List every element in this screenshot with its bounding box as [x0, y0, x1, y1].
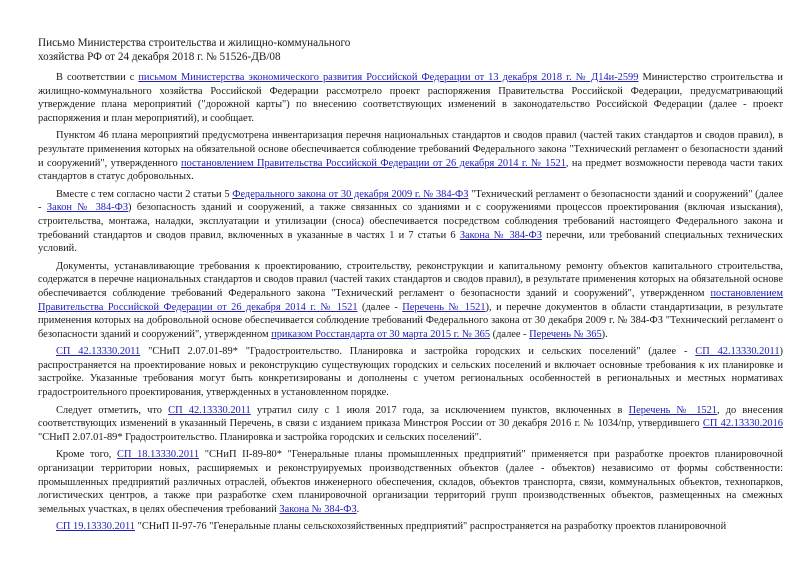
- document-body: [38, 71, 783, 534]
- text-segment: "СНиП 2.07.01-89* Градостроительство. Планировка и застройка городских и сельских поселений".: [38, 431, 482, 443]
- paragraph: [38, 71, 783, 125]
- text-segment: (далее -: [357, 301, 403, 313]
- document-link[interactable]: СП 42.13330.2016: [702, 418, 783, 430]
- title-line-1: Письмо Министерства строительства и жилищно-коммунального: [38, 37, 351, 49]
- paragraph: [38, 345, 783, 399]
- text-segment: ).: [601, 328, 608, 340]
- document-link[interactable]: постановлением Правительства Российской Федерации от 26 декабря 2014 г. № 1521: [38, 287, 783, 313]
- text-segment: Пунктом 46 плана мероприятий предусмотрена инвентаризация перечня национальных стандартов и сводов правил (частей таких стандартов и сводов правил), в результате применения которых на обязательной основе обеспечивается соблюдение требований Федерального закона "Технический регламент о безопасности зданий и сооружений", утвержденного: [38, 130, 783, 169]
- document-link[interactable]: Закона № 384-ФЗ: [459, 229, 542, 241]
- document-link[interactable]: СП 42.13330.2011: [695, 346, 780, 358]
- paragraph: [38, 520, 783, 534]
- text-segment: ) распространяется на проектирование новых и реконструкцию существующих городских и сельских поселений и включает основные требования к их планировке и застройке. Указанные требования могут быть конкретизированы и дополнены с учетом региональных особенностей в региональных и местных нормативах градостроительного проектирования, утвержденных в установленном порядке.: [38, 346, 784, 399]
- text-segment: "СНиП 2.07.01-89* "Градостроительство. Планировка и застройка городских и сельских поселений" (далее -: [140, 346, 696, 358]
- document-link[interactable]: Федерального закона от 30 декабря 2009 г. № 384-ФЗ: [232, 188, 469, 200]
- text-segment: ) безопасность зданий и сооружений, а также связанных со зданиями и с сооружениями процессов проектирования (включая изыскания), строительства, монтажа, наладки, эксплуатации и утилизации (сноса) обеспечивается посредством соблюдения требований настоящего Федерального закона и требований стандартов и сводов правил, включенных в указанные в частях 1 и 7 статьи 6: [38, 202, 783, 241]
- text-segment: перечни, или требований специальных технических условий.: [38, 229, 783, 255]
- text-segment: Следует отметить, что: [56, 404, 169, 416]
- text-segment: "СНиП II-89-80* "Генеральные планы промышленных предприятий" применяется при разработке проектов планировочной организации территории новых, расширяемых и реконструируемых производственных объектов (далее - объектов) независимо от формы собственности: промышленных предприятий различных отраслей, объектов инженерного обеспечения, складов, объектов транспорта, связи, коммунальных объектов, технопарков, логистических центров, а также при разработке схем планировочной организации территорий групп производственных объектов, размещенных на смежных земельных участках, в целях обеспечения требований: [38, 449, 783, 515]
- title-line-2: хозяйства РФ от 24 декабря 2018 г. № 51526-ДВ/08: [38, 51, 281, 63]
- text-segment: (далее -: [490, 328, 530, 340]
- document-link[interactable]: приказом Росстандарта от 30 марта 2015 г. № 365: [271, 328, 491, 340]
- text-segment: , на предмет возможности перевода части таких стандартов в статус добровольных.: [38, 157, 783, 183]
- document-link[interactable]: Перечень № 1521: [402, 301, 486, 313]
- paragraph: [38, 129, 783, 183]
- document-link[interactable]: СП 18.13330.2011: [117, 449, 200, 461]
- paragraph: [38, 404, 783, 445]
- document-link[interactable]: Закон № 384-ФЗ: [46, 202, 129, 214]
- text-segment: "Технический регламент о безопасности зданий и сооружений" (далее -: [38, 188, 784, 214]
- paragraph: [38, 188, 783, 256]
- document-link[interactable]: СП 42.13330.2011: [56, 346, 141, 358]
- document-title: [38, 36, 783, 64]
- text-segment: утратил силу с 1 июля 2017 года, за исключением пунктов, включенных в: [250, 404, 629, 416]
- document-link[interactable]: Закона № 384-ФЗ: [279, 503, 357, 515]
- text-segment: Министерство строительства и жилищно-коммунального хозяйства Российской Федерации рассмотрело проект распоряжения Правительства Российской Федерации, предусматривающий утверждение плана мероприятий ("дорожной карты") по внесению соответствующих изменений в законодательство Российской Федерации (далее - проект распоряжения и план мероприятий), и сообщает.: [38, 72, 783, 124]
- paragraph: [38, 448, 783, 516]
- document-link[interactable]: Перечень № 1521: [628, 404, 717, 416]
- text-segment: Документы, устанавливающие требования к проектированию, строительству, реконструкции и капитальному ремонту объектов капитального строительства, содержатся в перечне национальных стандартов и сводов правил (частей таких стандартов и сводов правил), в результате применения которых на обязательной основе обеспечивается соблюдение требований Федерального закона "Технический регламент о безопасности зданий и сооружений", утвержденном: [38, 260, 783, 299]
- document-link[interactable]: письмом Министерства экономического развития Российской Федерации от 13 декабря 2018 г. № Д14и-2599: [138, 72, 639, 83]
- document-link[interactable]: СП 19.13330.2011: [56, 521, 135, 533]
- paragraph: [38, 260, 783, 342]
- text-segment: Вместе с тем согласно части 2 статьи 5: [56, 188, 233, 200]
- text-segment: .: [356, 503, 360, 515]
- document-link[interactable]: Перечень № 365: [529, 328, 602, 340]
- document-link[interactable]: СП 42.13330.2011: [168, 404, 251, 416]
- text-segment: "СНиП II-97-76 "Генеральные планы сельскохозяйственных предприятий" распространяется на разработку проектов планировочной: [135, 521, 727, 533]
- text-segment: , до внесения соответствующих изменений в указанный Перечень, в связи с изданием приказа Минстроя России от 30 декабря 2016 г. № 1034/пр, утвердившего: [38, 404, 783, 430]
- text-segment: В соответствии с: [56, 72, 139, 83]
- text-segment: Кроме того,: [56, 449, 118, 461]
- document-link[interactable]: постановлением Правительства Российской Федерации от 26 декабря 2014 г. № 1521: [181, 157, 566, 169]
- text-segment: ), и перечне документов в области стандартизации, в результате применения которых на добровольной основе обеспечивается соблюдение требований Федерального закона от 30 декабря 2009 г. № 384-ФЗ "Технический регламент о безопасности зданий и сооружений", утвержденном: [38, 301, 783, 340]
